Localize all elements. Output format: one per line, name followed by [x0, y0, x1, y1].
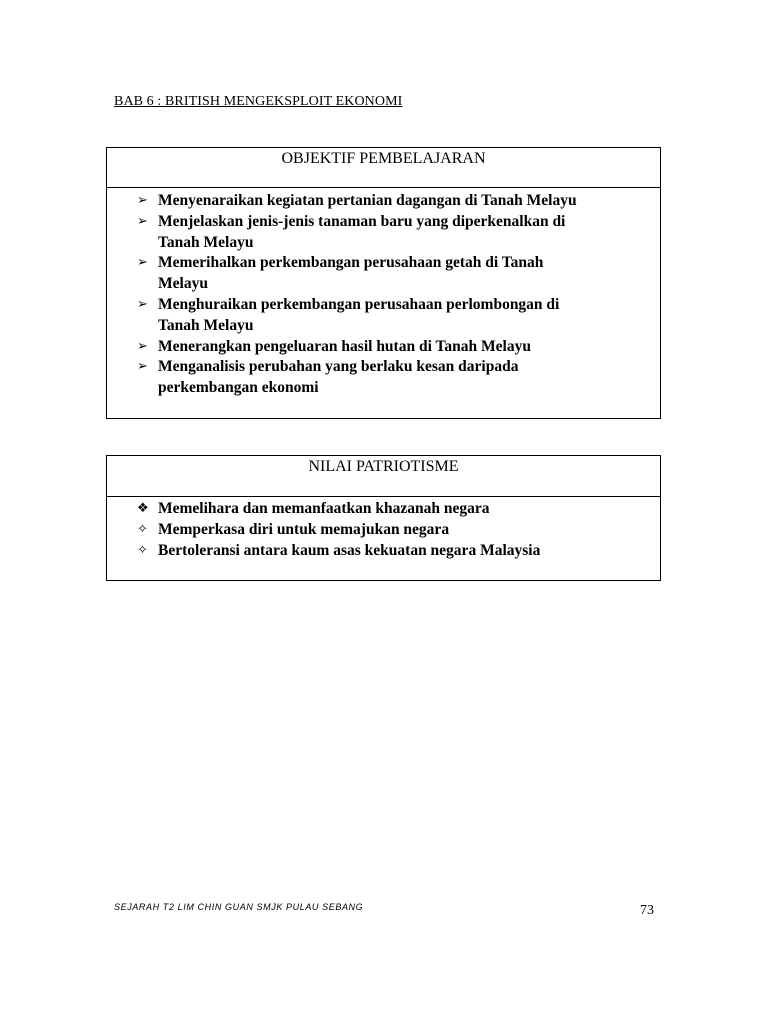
patriotism-values-box — [106, 455, 661, 581]
diamond-outline-icon: ✧ — [137, 521, 148, 537]
value-item — [137, 541, 650, 562]
patriotism-values-list — [137, 499, 650, 561]
arrowhead-icon: ➢ — [137, 296, 148, 312]
value-item — [137, 499, 650, 520]
objective-text: Menerangkan pengeluaran hasil hutan di Tanah Melayu — [158, 337, 531, 355]
objective-text: Menjelaskan jenis-jenis tanaman baru yang diperkenalkan di — [158, 212, 566, 230]
learning-objectives-list — [137, 191, 650, 399]
objective-item — [137, 357, 650, 399]
arrowhead-icon: ➢ — [137, 255, 148, 271]
page-number: 73 — [640, 903, 654, 918]
arrowhead-icon: ➢ — [137, 338, 148, 354]
objective-item — [137, 337, 650, 358]
learning-objectives-box — [106, 147, 661, 419]
patriotism-values-heading: NILAI PATRIOTISME — [107, 456, 660, 497]
objective-item — [137, 191, 650, 212]
arrowhead-icon: ➢ — [137, 213, 148, 229]
value-text: Memperkasa diri untuk memajukan negara — [158, 520, 450, 538]
objective-item — [137, 253, 650, 295]
objective-item — [137, 295, 650, 337]
footer-credit: SEJARAH T2 LIM CHIN GUAN SMJK PULAU SEBANG — [114, 902, 364, 912]
value-text: Bertoleransi antara kaum asas kekuatan negara Malaysia — [158, 541, 541, 559]
diamond-cluster-icon: ❖ — [137, 501, 149, 516]
value-item — [137, 520, 650, 541]
learning-objectives-heading: OBJEKTIF PEMBELAJARAN — [107, 148, 660, 188]
objective-text-continued: perkembangan ekonomi — [158, 379, 319, 397]
objective-text-continued: Melayu — [158, 275, 208, 293]
objective-text-continued: Tanah Melayu — [158, 233, 254, 251]
value-text: Memelihara dan memanfaatkan khazanah negara — [158, 500, 490, 517]
objective-text: Menganalisis perubahan yang berlaku kesan daripada — [158, 358, 519, 376]
objective-text: Memerihalkan perkembangan perusahaan getah di Tanah — [158, 254, 544, 272]
objective-item — [137, 212, 650, 254]
diamond-outline-icon: ✧ — [137, 542, 148, 558]
objective-text-continued: Tanah Melayu — [158, 316, 254, 334]
objective-text: Menyenaraikan kegiatan pertanian dagangan di Tanah Melayu — [158, 192, 577, 209]
objective-text: Menghuraikan perkembangan perusahaan perlombongan di — [158, 295, 560, 313]
arrowhead-icon: ➢ — [137, 193, 148, 208]
chapter-title: BAB 6 : BRITISH MENGEKSPLOIT EKONOMI — [114, 94, 403, 109]
arrowhead-icon: ➢ — [137, 359, 148, 375]
